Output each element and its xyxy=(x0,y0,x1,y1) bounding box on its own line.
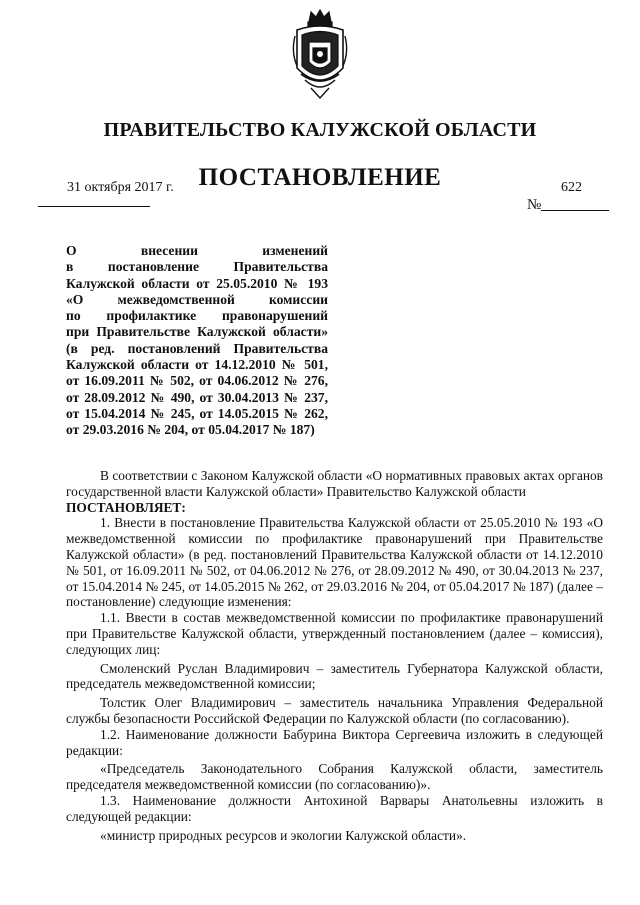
member-2: Толстик Олег Владимирович – заместитель начальника Управления Федеральной службы безопасности Российской Федерации по Калужской области (по согласованию). xyxy=(66,695,603,726)
government-title: ПРАВИТЕЛЬСТВО КАЛУЖСКОЙ ОБЛАСТИ xyxy=(103,119,537,141)
paragraph-1: 1. Внести в постановление Правительства Калужской области от 25.05.2010 № 193 «О межведомственной комиссии по профилактике правонарушений при Правительстве Калужской области» (в ред. постановлений Правительства Калужской области от 14.12.2010 № 501, от 16.09.2011 № 502, от 04.06.2012 № 276, от 28.09.2012 № 490, от 30.04.2013 № 237, от 15.04.2014 № 245, от 14.05.2015 № 262, от 29.03.2016 № 204, от 05.04.2017 № 187) (далее – постановление) следующие изменения: xyxy=(66,515,603,610)
coat-of-arms-emblem xyxy=(289,8,351,100)
document-body xyxy=(66,468,603,843)
intro-paragraph: В соответствии с Законом Калужской области «О нормативных правовых актах органов государственной власти Калужской области» Правительство Калужской области xyxy=(66,468,603,499)
paragraph-1-3-text: «министр природных ресурсов и экологии Калужской области». xyxy=(100,827,467,843)
subject-line: О внесении изменений xyxy=(66,243,328,258)
document-type: ПОСТАНОВЛЕНИЕ xyxy=(198,164,442,191)
member-1: Смоленский Руслан Владимирович – заместитель Губернатора Калужской области, председатель межведомственной комиссии; xyxy=(66,660,603,692)
paragraph-1-2: 1.2. Наименование должности Бабурина Виктора Сергеевича изложить в следующей редакции: xyxy=(66,726,603,758)
subject-line: от 16.09.2011 № 502, от 04.06.2012 № 276, xyxy=(66,373,328,389)
number-underline xyxy=(541,210,609,211)
subject-line: Калужской области от 25.05.2010 № 193 xyxy=(66,275,328,291)
subject-line: от 29.03.2016 № 204, от 05.04.2017 № 187) xyxy=(66,422,315,438)
paragraph-1-1: 1.1. Ввести в состав межведомственной комиссии по профилактике правонарушений при Правительстве Калужской области, утвержденный постановлением (далее – комиссия), следующих лиц: xyxy=(66,610,603,657)
date-underline xyxy=(38,206,150,207)
document-number: 622 xyxy=(561,180,582,195)
subject-line: по профилактике правонарушений xyxy=(66,308,328,324)
subject-line: от 28.09.2012 № 490, от 30.04.2013 № 237, xyxy=(66,389,328,405)
paragraph-1-3: 1.3. Наименование должности Антохиной Варвары Анатольевны изложить в следующей редакции: xyxy=(66,792,603,824)
document-date: 31 октября 2017 г. xyxy=(67,180,174,195)
subject-line: Калужской области от 14.12.2010 № 501, xyxy=(66,357,328,373)
decree-word: ПОСТАНОВЛЯЕТ: xyxy=(66,499,186,515)
subject-line: «О межведомственной комиссии xyxy=(66,291,328,307)
document-subject xyxy=(66,243,328,439)
number-label: № xyxy=(527,197,542,213)
subject-line: от 15.04.2014 № 245, от 14.05.2015 № 262, xyxy=(66,405,328,421)
subject-line: (в ред. постановлений Правительства xyxy=(66,340,328,356)
paragraph-1-2-text: «Председатель Законодательного Собрания Калужской области, заместитель председателя межведомственной комиссии (по согласованию)». xyxy=(66,761,603,793)
subject-line: в постановление Правительства xyxy=(66,259,328,275)
subject-line: при Правительстве Калужской области» xyxy=(66,324,328,340)
